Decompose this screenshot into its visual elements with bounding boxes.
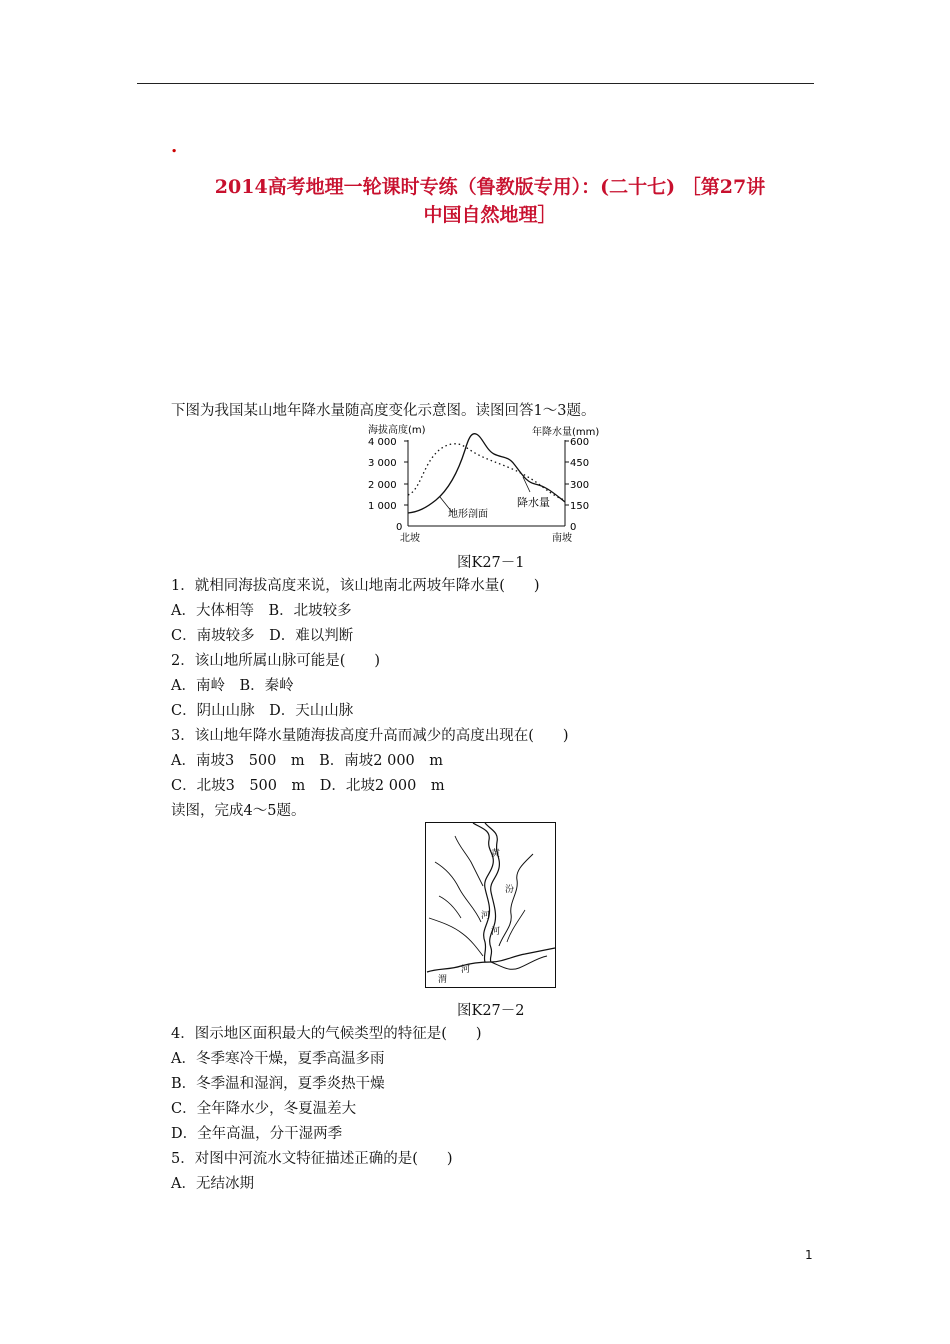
title-line-1: 2014高考地理一轮课时专练（鲁教版专用）：(二十七) ［第27讲	[214, 176, 766, 198]
q1-stem: 1．就相同海拔高度来说，该山地南北两坡年降水量( )	[171, 578, 540, 594]
q1-options-cd: C．南坡较多 D．难以判断	[171, 628, 354, 644]
figure-precipitation-altitude	[360, 420, 620, 548]
label-he-3: 河	[461, 965, 471, 975]
q2-options-cd: C．阴山山脉 D．天山山脉	[171, 703, 354, 719]
left-tick-label: 0	[396, 522, 403, 533]
label-fen: 汾	[505, 885, 515, 895]
q3-options-cd: C．北坡3 500 m D．北坡2 000 m	[171, 778, 445, 794]
figure2-caption: 图K27－2	[457, 1003, 525, 1019]
right-tick-label: 150	[570, 501, 590, 512]
label-he-1: 河	[481, 911, 491, 921]
figure1-caption: 图K27－1	[457, 555, 525, 571]
q3-options-ab: A．南坡3 500 m B．南坡2 000 m	[171, 753, 444, 769]
left-axis-title: 海拔高度(m)	[368, 425, 426, 436]
north-slope-label: 北坡	[400, 533, 420, 544]
south-slope-label: 南坡	[552, 533, 572, 544]
right-axis-title: 年降水量(mm)	[532, 427, 600, 438]
q4-option-c: C．全年降水少，冬夏温差大	[171, 1101, 357, 1117]
document-title	[150, 173, 830, 229]
left-tick-label: 3 000	[368, 458, 397, 469]
q5-option-a: A．无结冰期	[171, 1176, 254, 1192]
precip-label: 降水量	[517, 496, 550, 509]
right-tick-label: 300	[570, 480, 590, 491]
left-tick-label: 2 000	[368, 480, 397, 491]
intro-text-2: 读图，完成4～5题。	[171, 803, 306, 819]
precipitation-curve	[408, 444, 565, 500]
left-tick-label: 1 000	[368, 501, 397, 512]
right-tick-label: 600	[570, 437, 590, 448]
right-tick-label: 450	[570, 458, 590, 469]
left-tick-label: 4 000	[368, 437, 397, 448]
q2-stem: 2．该山地所属山脉可能是( )	[171, 653, 381, 669]
q4-option-d: D．全年高温，分干湿两季	[171, 1126, 343, 1142]
label-wei: 渭	[438, 975, 448, 985]
q3-stem: 3．该山地年降水量随海拔高度升高而减少的高度出现在( )	[171, 728, 569, 744]
title-line-2: 中国自然地理］	[423, 204, 557, 226]
header-rule	[137, 83, 814, 84]
q4-stem: 4．图示地区面积最大的气候类型的特征是( )	[171, 1026, 482, 1042]
header-dot: .	[171, 136, 178, 157]
map-frame	[426, 823, 556, 988]
right-tick-label: 0	[570, 522, 577, 533]
label-he-2: 河	[491, 927, 501, 937]
label-huang: 黄	[491, 849, 501, 859]
q1-options-ab: A．大体相等 B．北坡较多	[171, 603, 352, 619]
q5-stem: 5．对图中河流水文特征描述正确的是( )	[171, 1151, 453, 1167]
right-ticks	[565, 437, 589, 533]
figure-river-map	[425, 822, 557, 990]
page-number: 1	[805, 1248, 813, 1262]
terrain-label: 地形剖面	[448, 509, 488, 520]
intro-text-1: 下图为我国某山地年降水量随高度变化示意图。读图回答1～3题。	[171, 403, 596, 419]
left-ticks	[368, 437, 408, 533]
q2-options-ab: A．南岭 B．秦岭	[171, 678, 294, 694]
q4-option-b: B．冬季温和湿润，夏季炎热干燥	[171, 1076, 385, 1092]
q4-option-a: A．冬季寒冷干燥，夏季高温多雨	[171, 1051, 385, 1067]
